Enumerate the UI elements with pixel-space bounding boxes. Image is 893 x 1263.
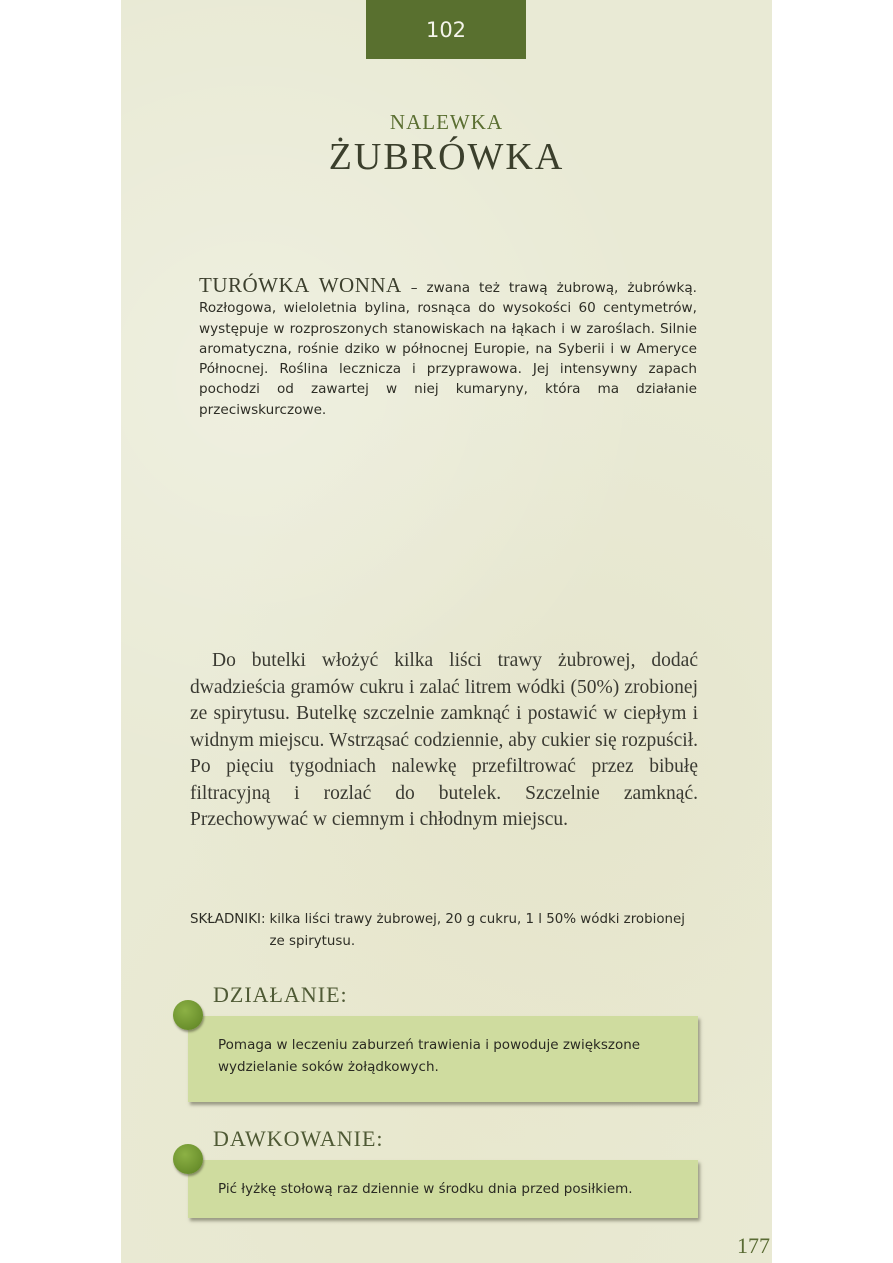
section-text-action: Pomaga w leczeniu zaburzeń trawienia i powoduje zwiększone wydzielanie soków żołądkowych. xyxy=(218,1037,641,1075)
recipe-category: NALEWKA xyxy=(389,110,504,134)
section-box-dosage xyxy=(188,1160,698,1218)
section-box-action xyxy=(188,1016,698,1102)
ingredients xyxy=(190,909,700,952)
ingredients-text: kilka liści trawy żubrowej, 20 g cukru, 1 l 50% wódki zrobionej ze spirytusu. xyxy=(269,912,685,949)
page-title: ŻUBRÓWKA xyxy=(328,136,565,178)
section-heading-action: DZIAŁANIE: xyxy=(213,982,348,1007)
section-heading-dosage: DAWKOWANIE: xyxy=(213,1126,384,1151)
ingredients-label: SKŁADNIKI: xyxy=(190,912,266,927)
page-number: 177 xyxy=(737,1233,770,1258)
plant-description xyxy=(199,275,697,420)
bullet-dot-icon xyxy=(173,1144,203,1174)
book-page xyxy=(121,0,772,1263)
recipe-number: 102 xyxy=(425,17,467,42)
plant-description-text: – zwana też trawą żubrową, żubrówką. Rozłogowa, wieloletnia bylina, rosnąca do wysokości 60 centymetrów, występuje w rozproszonych stanowiskach na łąkach i w zaroślach. Silnie aromatyczna, rośnie dziko w północnej Europie, na Syberii i w Ameryce Północnej. Roślina lecznicza i przyprawowa. Jej intensywny zapach pochodzi od zawartej w niej kumaryny, która ma działanie przeciwskurczowe. xyxy=(199,280,697,418)
section-text-dosage: Pić łyżkę stołową raz dziennie w środku dnia przed posiłkiem. xyxy=(218,1181,633,1197)
bullet-dot-icon xyxy=(173,1000,203,1030)
recipe-number-tab xyxy=(366,0,526,59)
plant-name: TURÓWKA WONNA xyxy=(199,273,402,297)
recipe-instructions: Do butelki włożyć kilka liści trawy żubrowej, dodać dwadzieścia gramów cukru i zalać litrem wódki (50%) zrobionej ze spirytusu. Butelkę szczelnie zamknąć i postawić w ciepłym i widnym miejscu. Wstrząsać codziennie, aby cukier się rozpuścił. Po pięciu tygodniach nalewkę przefiltrować przez bibułę filtracyjną i rozlać do butelek. Szczelnie zamknąć. Przechowywać w ciemnym i chłodnym miejscu. xyxy=(190,650,698,830)
